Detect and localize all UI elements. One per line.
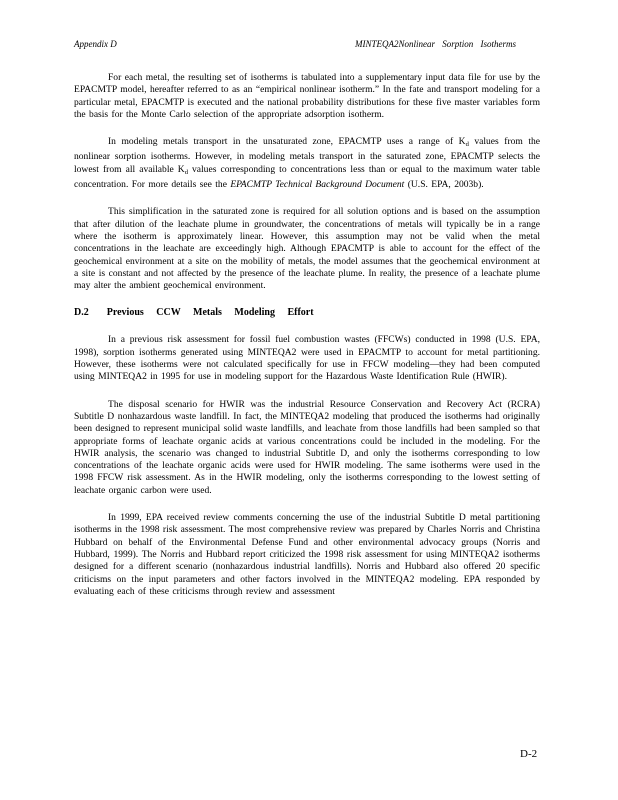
paragraph-kd-modeling	[74, 136, 540, 191]
paragraph-text: (U.S. EPA, 2003b).	[404, 179, 484, 191]
document-citation-italic: EPACMTP Technical Background Document	[230, 179, 405, 191]
paragraph-text: values from the nonlinear sorption isotherms. However, in modeling metals transport in the saturated zone, EPACMTP selects the lowest from all available K	[74, 136, 540, 175]
page-number: D-2	[520, 748, 538, 760]
header-appendix-label: Appendix D	[74, 39, 117, 49]
paragraph-simplification: This simplification in the saturated zone is required for all solution options and is based on the assumption that after dilution of the leachate plume in groundwater, the concentrations of metals will typically be in a range where the isotherm is approximately linear. However, this assumption may not be valid when the metal concentrations in the leachate are exceedingly high. Although EPACMTP is able to account for the effect of the geochemical environment at a site on the mobility of metals, the model assumes that the geochemical environment at a site is constant and not affected by the presence of the leachate plume. In reality, the presence of a leachate plume may alter the ambient geochemical environment.	[74, 206, 540, 292]
subscript-d: d	[184, 168, 188, 176]
header-title: MINTEQA2Nonlinear Sorption Isotherms	[355, 39, 517, 49]
paragraph-disposal-scenario: The disposal scenario for HWIR was the industrial Resource Conservation and Recovery Act (RCRA) Subtitle D nonhazardous waste landfill. In fact, the MINTEQA2 modeling that produced the isotherms had originally been designed to represent municipal solid waste landfills, and leachate from those landfills had been sampled so that appropriate forms of leachate organic acids at various concentrations could be included in the modeling. For the HWIR analysis, the scenario was changed to industrial Subtitle D, and only the isotherms corresponding to low concentrations of the leachate organic acids were used for HWIR modeling. The same isotherms were used in the 1998 FFCW risk assessment. As in the HWIR modeling, only the isotherms corresponding to the lowest setting of leachate organic carbon were used.	[74, 398, 540, 496]
section-title: Previous CCW Metals Modeling Effort	[106, 307, 314, 319]
paragraph-previous-assessment: In a previous risk assessment for fossil fuel combustion wastes (FFCWs) conducted in 1998 (U.S. EPA, 1998), sorption isotherms generated using MINTEQA2 were used in EPACMTP to account for metal partitioning. However, these isotherms were not calculated specifically for use in FFCW modeling—they had been computed using MINTEQA2 in 1995 for use in modeling support for the Hazardous Waste Identification Rule (HWIR).	[74, 334, 540, 383]
paragraph-isotherm-tabulation: For each metal, the resulting set of isotherms is tabulated into a supplementary input data file for use by the EPACMTP model, hereafter referred to as an “empirical nonlinear isotherm.” In the fate and transport modeling for a particular metal, EPACMTP is executed and the national probability distributions for these five master variables form the basis for the Monte Carlo selection of the appropriate adsorption isotherm.	[74, 72, 540, 120]
section-heading	[74, 307, 540, 318]
section-number: D.2	[74, 307, 89, 319]
paragraph-text: values corresponding to concentrations less than or equal to the maximum water table concentration. For more details see the	[74, 163, 540, 191]
document-body	[74, 72, 540, 613]
paragraph-review-comments: In 1999, EPA received review comments concerning the use of the industrial Subtitle D metal partitioning isotherms in the 1998 risk assessment. The most comprehensive review was prepared by Charles Norris and Christina Hubbard on behalf of the Environmental Defense Fund and other environmental advocacy groups (Norris and Hubbard, 1999). The Norris and Hubbard report criticized the 1998 risk assessment for using MINTEQA2 isotherms designed for a different scenario (nonhazardous industrial landfills). Norris and Hubbard also offered 20 specific criticisms on the input parameters and other factors involved in the MINTEQA2 modeling. EPA responded by evaluating each of these criticisms through review and assessment	[74, 512, 540, 597]
subscript-d: d	[465, 141, 469, 149]
paragraph-text: In modeling metals transport in the unsaturated zone, EPACMTP uses a range of K	[108, 136, 466, 148]
